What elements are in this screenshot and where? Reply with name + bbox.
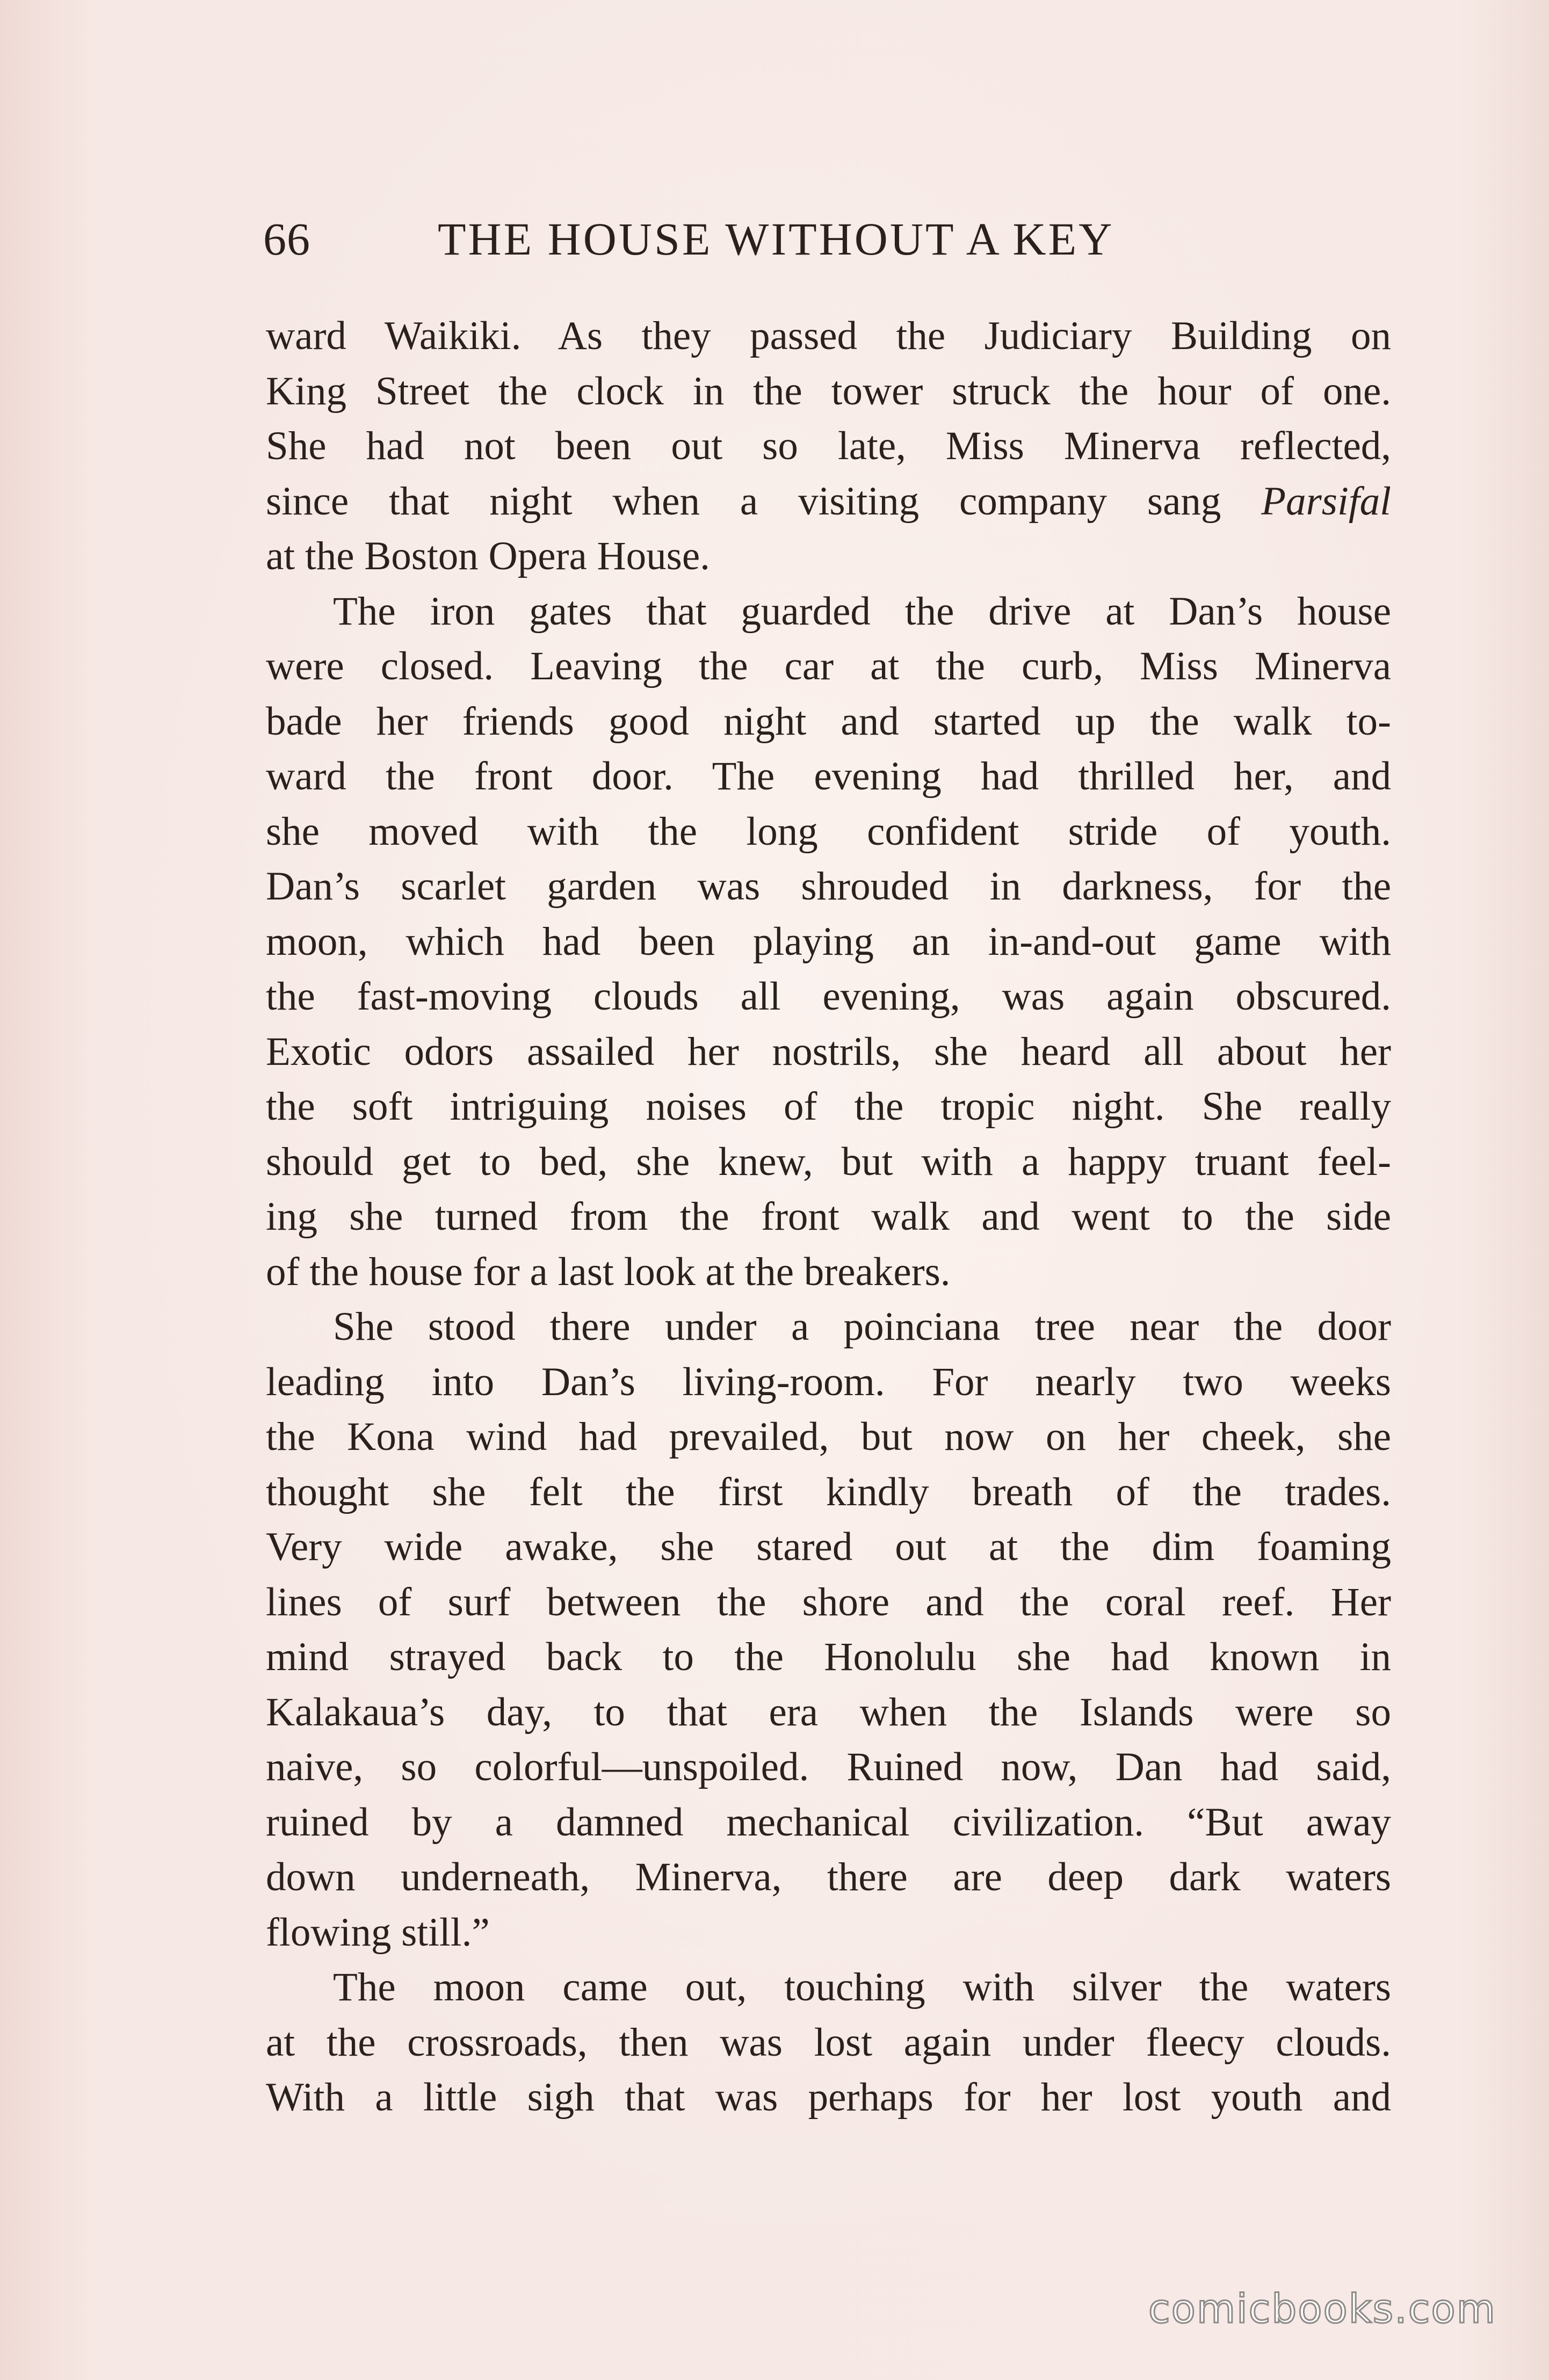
text-line: should get to bed, she knew, but with a happy truant feel- bbox=[266, 1139, 1391, 1184]
text-line: thought she felt the first kindly breath of the trades. bbox=[266, 1469, 1391, 1514]
text-line: naive, so colorful—unspoiled. Ruined now, Dan had said, bbox=[266, 1745, 1391, 1789]
text-line: The iron gates that guarded the drive at Dan’s house bbox=[333, 589, 1391, 634]
text-line: at the crossroads, then was lost again under fleecy clouds. bbox=[266, 2020, 1391, 2065]
page-header bbox=[263, 207, 1402, 271]
text-line: moon, which had been playing an in-and-out game with bbox=[266, 919, 1391, 964]
text-line: lines of surf between the shore and the coral reef. Her bbox=[266, 1579, 1391, 1624]
text-line: The moon came out, touching with silver the waters bbox=[333, 1965, 1391, 2009]
watermark-text: comicbooks.com bbox=[1148, 2286, 1496, 2332]
text-line: King Street the clock in the tower struck the hour of one. bbox=[266, 368, 1391, 413]
text-line: ing she turned from the front walk and went to the side bbox=[266, 1194, 1391, 1239]
text-line: down underneath, Minerva, there are deep dark waters bbox=[266, 1855, 1391, 1899]
text-line: she moved with the long confident stride of youth. bbox=[266, 809, 1391, 854]
text-line: flowing still.” bbox=[266, 1910, 490, 1955]
text-line: leading into Dan’s living-room. For nearly two weeks bbox=[266, 1359, 1391, 1404]
text-line: ruined by a damned mechanical civilization. “But away bbox=[266, 1799, 1391, 1845]
text-line: With a little sigh that was perhaps for her lost youth and bbox=[266, 2075, 1391, 2120]
text-line: She had not been out so late, Miss Minerva reflected, bbox=[266, 424, 1391, 468]
text-line: She stood there under a poinciana tree near the door bbox=[333, 1304, 1391, 1349]
text-line: bade her friends good night and started up the walk to- bbox=[266, 699, 1391, 744]
text-line: Exotic odors assailed her nostrils, she heard all about her bbox=[266, 1029, 1391, 1074]
text-line: mind strayed back to the Honolulu she had known in bbox=[266, 1635, 1391, 1679]
text-line: ward Waikiki. As they passed the Judiciary Building on bbox=[266, 314, 1391, 358]
text-line: since that night when a visiting company sang Parsifal bbox=[266, 478, 1391, 524]
text-line: Dan’s scarlet garden was shrouded in darkness, for the bbox=[266, 864, 1391, 909]
text-line: the soft intriguing noises of the tropic night. She really bbox=[266, 1084, 1391, 1129]
body-text bbox=[266, 309, 1391, 2125]
text-line: the Kona wind had prevailed, but now on her cheek, she bbox=[266, 1414, 1391, 1459]
text-line: Very wide awake, she stared out at the dim foaming bbox=[266, 1525, 1391, 1569]
text-line: ward the front door. The evening had thrilled her, and bbox=[266, 754, 1391, 799]
text-line: Kalakaua’s day, to that era when the Islands were so bbox=[266, 1689, 1391, 1735]
page-number: 66 bbox=[263, 213, 310, 265]
text-line: at the Boston Opera House. bbox=[266, 534, 710, 578]
text-line: the fast-moving clouds all evening, was again obscured. bbox=[266, 974, 1391, 1019]
text-line: of the house for a last look at the breakers. bbox=[266, 1249, 951, 1294]
running-title: THE HOUSE WITHOUT A KEY bbox=[438, 213, 1114, 265]
text-line: were closed. Leaving the car at the curb, Miss Minerva bbox=[266, 644, 1391, 688]
